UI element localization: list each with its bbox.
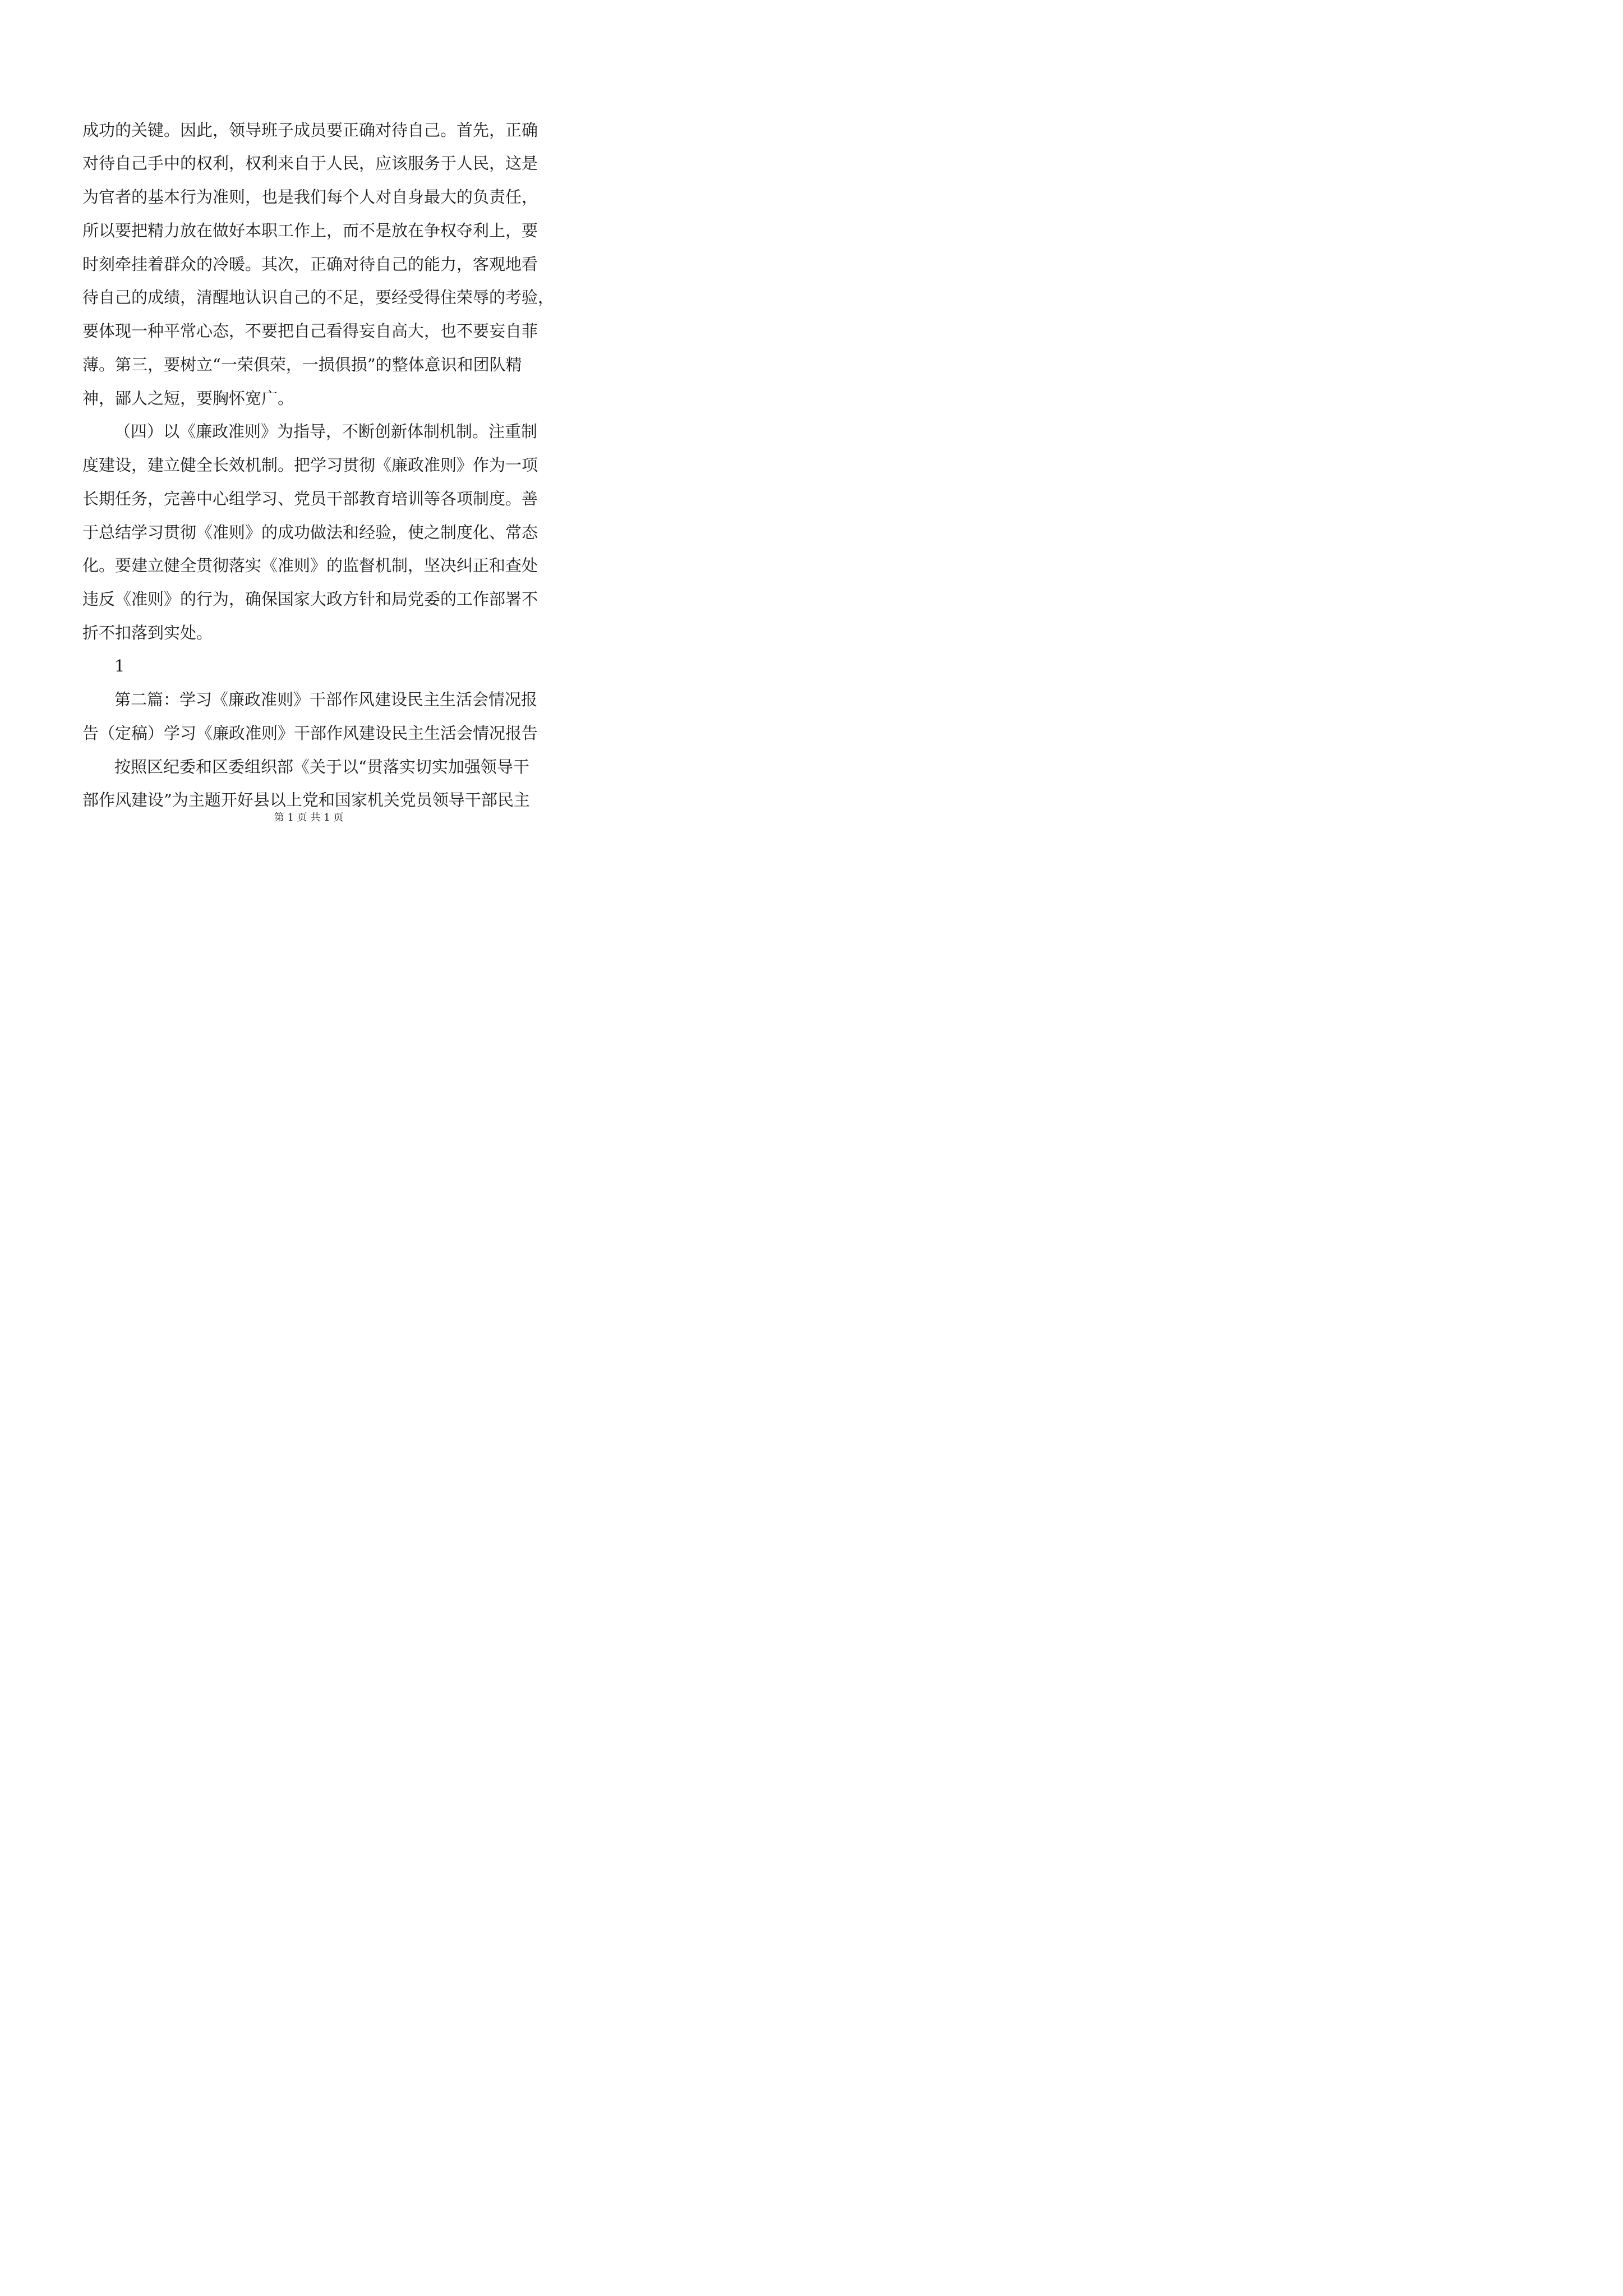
paragraph-line: 折不扣落到实处。 xyxy=(82,623,213,642)
page-number-inline: 1 xyxy=(114,656,125,675)
page-count-label: 第 1 页 共 1 页 xyxy=(274,812,344,823)
paragraph-line: 成功的关键。因此，领导班子成员要正确对待自己。首先，正确 xyxy=(82,121,538,140)
page-footer xyxy=(0,811,617,825)
paragraph-line: 度建设，建立健全长效机制。把学习贯彻《廉政准则》作为一项 xyxy=(82,455,538,475)
paragraph-line: 薄。第三，要树立“一荣俱荣，一损俱损”的整体意识和团队精 xyxy=(82,355,522,374)
paragraph-line: 违反《准则》的行为，确保国家大政方针和局党委的工作部署不 xyxy=(82,590,538,609)
paragraph-line: （四）以《廉政准则》为指导，不断创新体制机制。注重制 xyxy=(114,422,538,441)
paragraph-line: 于总结学习贯彻《准则》的成功做法和经验，使之制度化、常态 xyxy=(82,523,538,542)
paragraph-line: 为官者的基本行为准则，也是我们每个人对自身最大的负责任， xyxy=(82,187,538,206)
section-heading-line: 第二篇：学习《廉政准则》干部作风建设民主生活会情况报 xyxy=(114,690,538,709)
paragraph-line: 部作风建设”为主题开好县以上党和国家机关党员领导干部民主 xyxy=(82,790,530,809)
paragraph-line: 时刻牵挂着群众的冷暖。其次，正确对待自己的能力，客观地看 xyxy=(82,255,538,274)
paragraph-line: 神，鄙人之短，要胸怀宽广。 xyxy=(82,389,294,408)
paragraph-line: 所以要把精力放在做好本职工作上，而不是放在争权夺利上，要 xyxy=(82,221,538,240)
paragraph-line: 要体现一种平常心态，不要把自己看得妄自高大，也不要妄自菲 xyxy=(82,321,538,341)
paragraph-line: 待自己的成绩，清醒地认识自己的不足，要经受得住荣辱的考验， xyxy=(82,288,555,307)
paragraph-line: 化。要建立健全贯彻落实《准则》的监督机制，坚决纠正和查处 xyxy=(82,556,538,575)
paragraph-line: 按照区纪委和区委组织部《关于以“贯落实切实加强领导干 xyxy=(114,757,529,776)
paragraph-line: 长期任务，完善中心组学习、党员干部教育培训等各项制度。善 xyxy=(82,489,538,508)
paragraph-line: 对待自己手中的权利，权利来自于人民，应该服务于人民，这是 xyxy=(82,154,538,173)
section-heading-line: 告（定稿）学习《廉政准则》干部作风建设民主生活会情况报告 xyxy=(82,724,538,743)
